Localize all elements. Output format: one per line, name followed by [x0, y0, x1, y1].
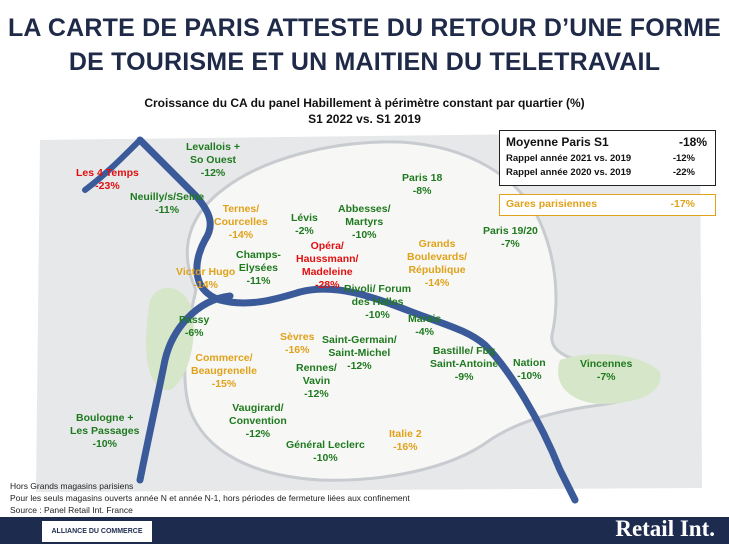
district-value: -11%: [155, 204, 180, 216]
district-name: Rivoli/ Forum des Halles: [344, 283, 412, 308]
legend-2021-label: Rappel année 2021 vs. 2019: [506, 153, 632, 164]
district-value: -12%: [304, 388, 329, 400]
district-label: [236, 249, 281, 288]
district-name: Rennes/ Vavin: [296, 362, 337, 387]
legend-2020-label: Rappel année 2020 vs. 2019: [506, 167, 632, 178]
district-label: [408, 313, 441, 339]
legend-avg-value: -18%: [678, 135, 707, 149]
district-label: [286, 439, 365, 465]
district-value: -16%: [284, 344, 310, 356]
district-name: Victor Hugo: [176, 266, 236, 278]
district-label: [389, 428, 422, 454]
district-label: [214, 203, 268, 242]
district-value: -10%: [365, 309, 390, 321]
district-value: -7%: [596, 371, 616, 383]
page-title-line2: DE TOURISME ET UN MAITIEN DU TELETRAVAIL: [68, 48, 661, 76]
district-label: [70, 412, 139, 451]
retail-int-logo: Retail Int.: [615, 516, 715, 541]
district-name: Boulogne + Les Passages: [70, 412, 140, 437]
district-name: Paris 18: [402, 172, 443, 184]
district-value: -10%: [92, 438, 117, 450]
district-value: -2%: [295, 225, 314, 237]
legend-box: [499, 130, 716, 186]
district-value: -10%: [352, 229, 377, 241]
gares-box: [499, 194, 716, 216]
district-name: Abbesses/ Martyrs: [338, 203, 391, 228]
district-name: Saint-Germain/ Saint-Michel: [322, 334, 397, 359]
district-label: [186, 141, 240, 180]
district-label: [179, 314, 209, 340]
district-name: Bastille/ Fbg Saint-Antoine: [430, 345, 499, 370]
district-name: Levallois + So Ouest: [186, 141, 240, 166]
district-label: [76, 167, 139, 193]
district-name: Paris 19/20: [483, 225, 538, 237]
page-title-line1: LA CARTE DE PARIS ATTESTE DU RETOUR D’UNE FORME: [7, 14, 722, 42]
district-label: [191, 352, 257, 391]
gares-value: -17%: [670, 198, 695, 210]
district-name: Général Leclerc: [286, 439, 365, 451]
district-value: -9%: [454, 371, 474, 383]
district-label: [513, 357, 546, 383]
district-name: Les 4 Temps: [76, 167, 139, 179]
district-label: [291, 212, 318, 238]
district-label: [483, 225, 538, 251]
district-label: [338, 203, 391, 242]
district-name: Nation: [513, 357, 546, 369]
district-value: -6%: [184, 327, 204, 339]
district-name: Italie 2: [389, 428, 422, 440]
legend-2020-value: -22%: [672, 167, 695, 178]
district-label: [430, 345, 498, 384]
district-name: Commerce/ Beaugrenelle: [191, 352, 257, 377]
gares-label: Gares parisiennes: [506, 198, 598, 210]
district-value: -12%: [347, 360, 372, 372]
district-value: -16%: [393, 441, 418, 453]
footnote-2: Pour les seuls magasins ouverts année N et année N-1, hors périodes de fermeture liées aux confinement: [10, 493, 410, 503]
district-name: Passy: [179, 314, 210, 326]
district-value: -7%: [501, 238, 520, 250]
district-label: [176, 266, 235, 292]
district-value: -12%: [200, 167, 226, 179]
legend-avg-label: Moyenne Paris S1: [506, 135, 609, 149]
district-name: Lévis: [291, 212, 318, 224]
district-value: -28%: [314, 279, 340, 291]
district-label: [280, 331, 314, 357]
district-name: Ternes/ Courcelles: [214, 203, 268, 228]
district-name: Grands Boulevards/ République: [407, 238, 468, 276]
district-label: [402, 172, 442, 198]
district-value: -14%: [193, 279, 218, 291]
footnote-source: Source : Panel Retail Int. France: [10, 505, 133, 515]
district-value: -11%: [246, 275, 271, 287]
district-name: Vincennes: [580, 358, 633, 370]
district-name: Champs- Elysées: [236, 249, 281, 274]
district-name: Opéra/ Haussmann/ Madeleine: [296, 240, 359, 278]
alliance-du-commerce-logo: ALLIANCE DU COMMERCE: [42, 521, 152, 542]
district-name: Vaugirard/ Convention: [229, 402, 287, 427]
district-label: [229, 402, 287, 441]
legend-2021-value: -12%: [672, 153, 695, 164]
district-label: [296, 362, 337, 401]
district-value: -14%: [424, 277, 450, 289]
district-name: Marais: [408, 313, 442, 325]
district-value: -8%: [412, 185, 432, 197]
district-value: -4%: [415, 326, 434, 338]
district-value: -12%: [245, 428, 271, 440]
district-label: [407, 238, 467, 290]
district-value: -14%: [228, 229, 254, 241]
district-name: Neuilly/s/Seine: [130, 191, 205, 203]
district-name: Sèvres: [280, 331, 315, 343]
district-value: -10%: [517, 370, 542, 382]
district-value: -15%: [211, 378, 237, 390]
district-label: [130, 191, 204, 217]
district-value: -23%: [95, 180, 120, 192]
district-value: -10%: [313, 452, 338, 464]
district-label: [344, 283, 411, 322]
map-period: S1 2022 vs. S1 2019: [308, 112, 421, 126]
footnote-1: Hors Grands magasins parisiens: [10, 481, 134, 491]
district-label: [580, 358, 632, 384]
map-subtitle: Croissance du CA du panel Habillement à périmètre constant par quartier (%): [144, 96, 585, 110]
